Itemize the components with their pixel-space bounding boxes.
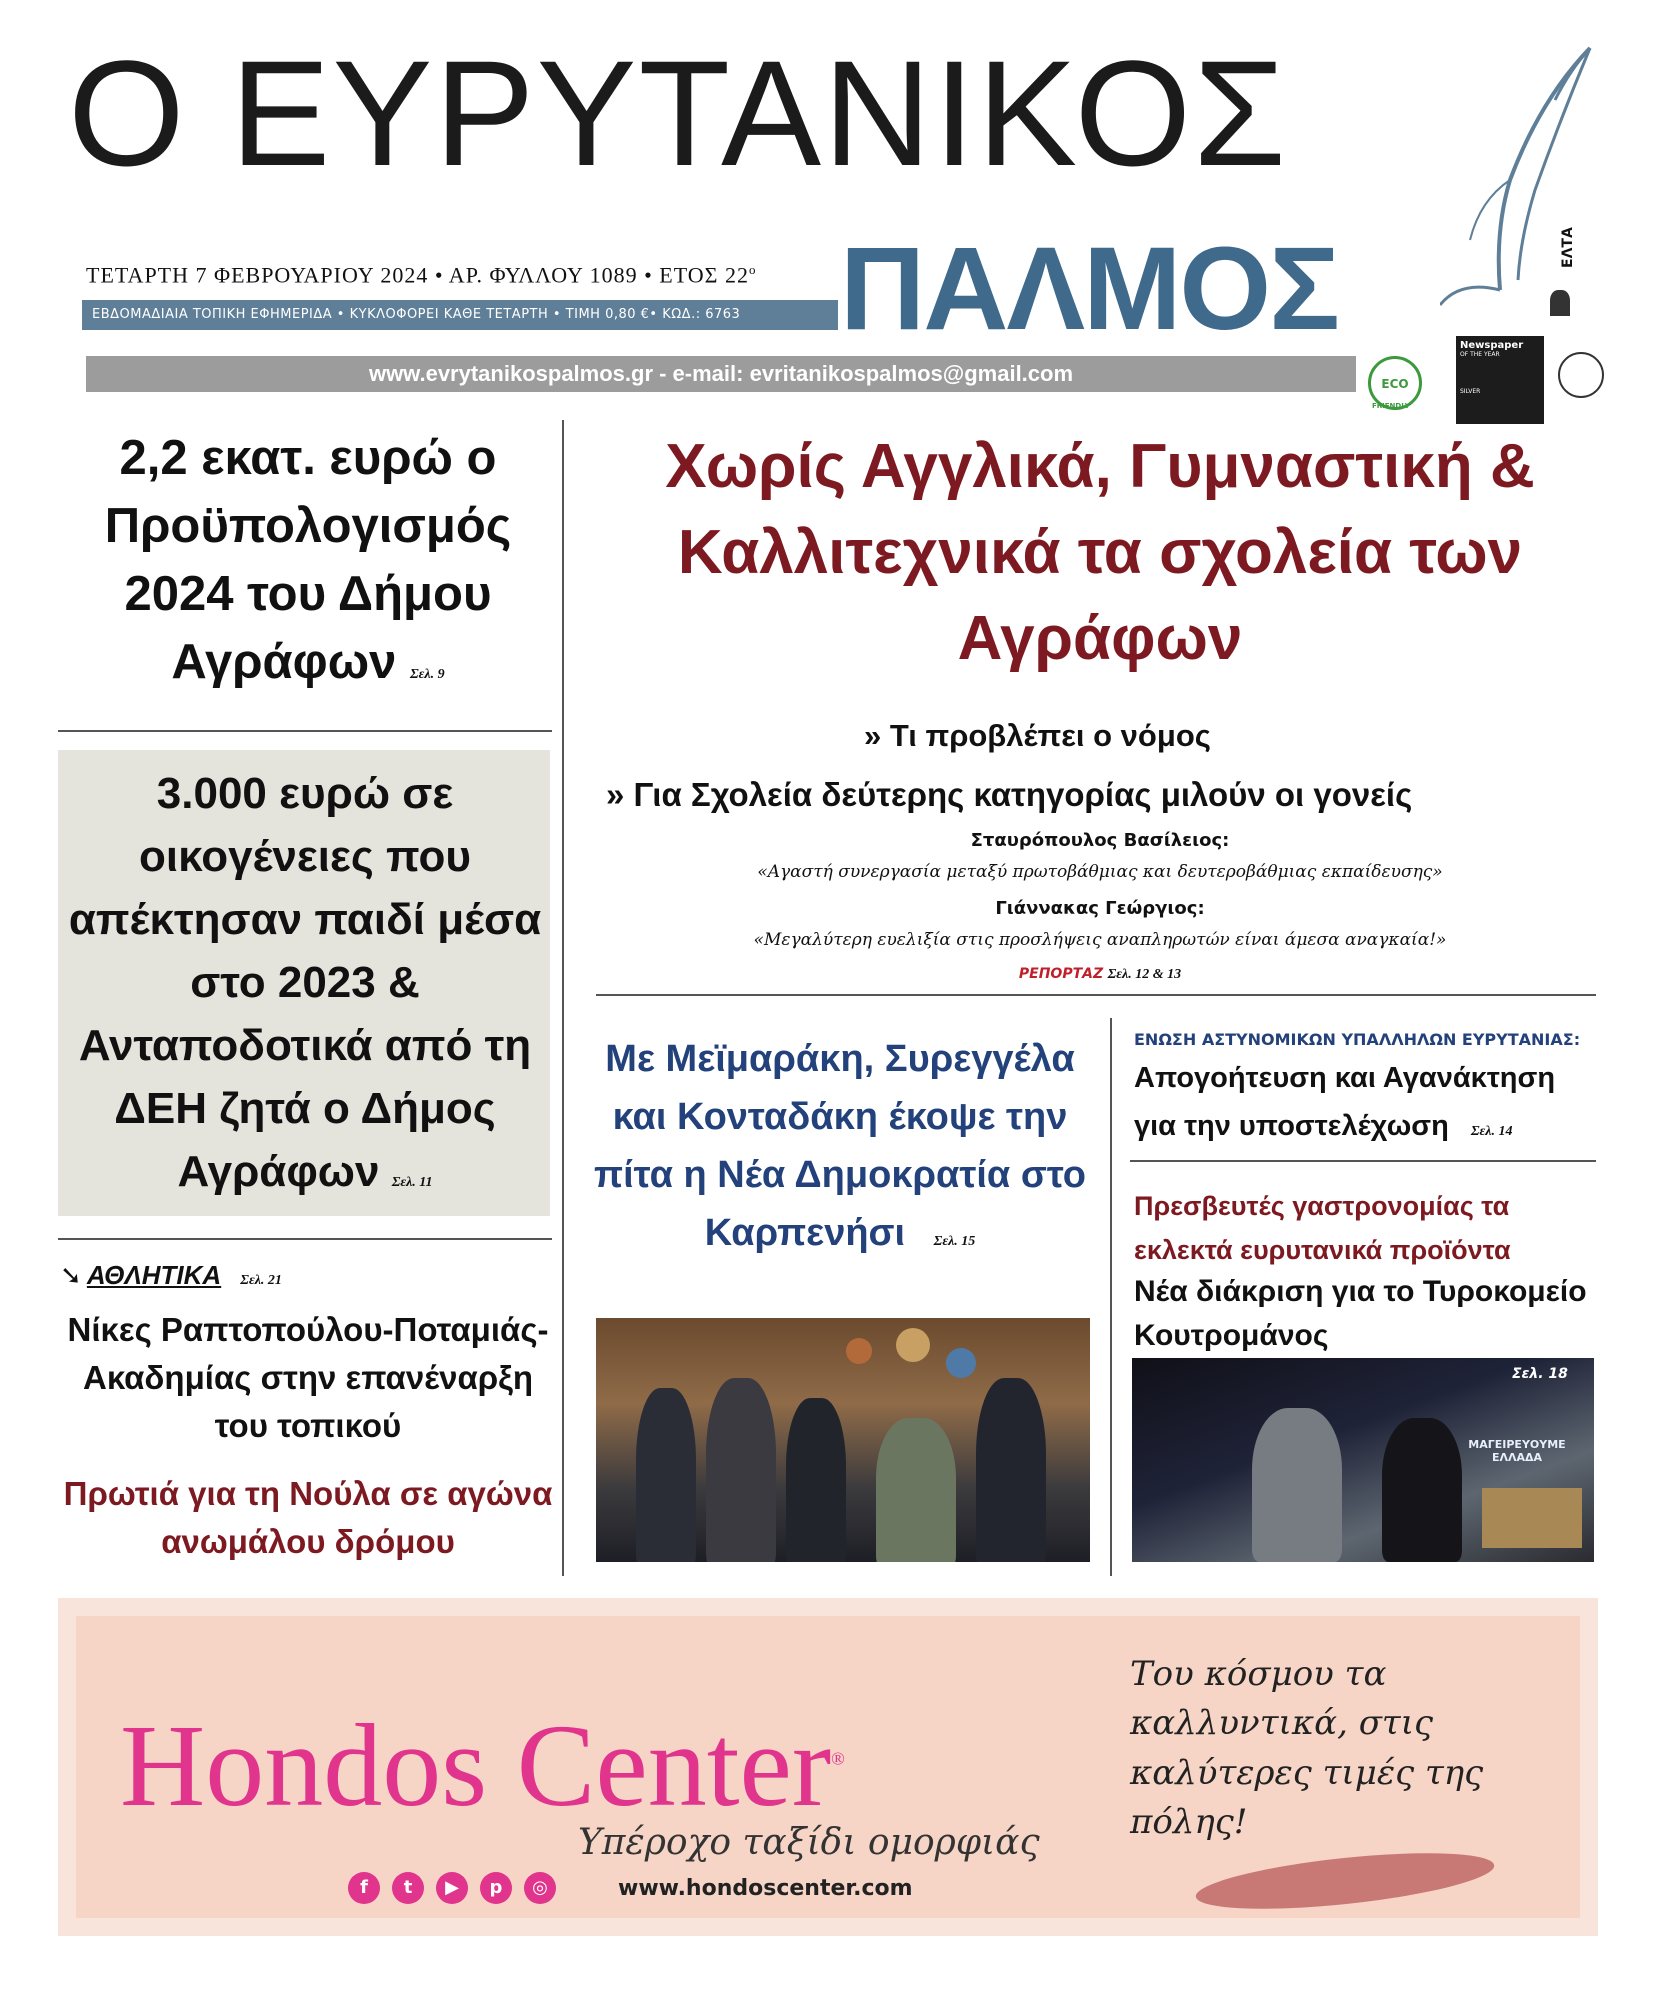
elta-label: ΕΛΤΑ	[1560, 227, 1576, 268]
divider	[58, 730, 552, 732]
sports-headline[interactable]: Νίκες Ραπτοπούλου-Ποταμιάς-Ακαδημίας στην επανέναρξη του τοπικού	[67, 1311, 549, 1444]
social-icons	[348, 1872, 568, 1904]
award-level: SILVER	[1460, 388, 1481, 395]
pita-page-ref: Σελ. 15	[933, 1234, 976, 1249]
pita-cutting-photo	[596, 1318, 1090, 1562]
eco-friendly-label: FRIENDLY	[1372, 402, 1410, 410]
ad-handwritten-slogan: Του κόσμου τα καλλυντικά, στις καλύτερες τιμές της πόλης!	[1130, 1654, 1484, 1842]
sports-page-ref: Σελ. 21	[240, 1273, 282, 1288]
bullet-marker-icon: »	[864, 718, 890, 753]
pita-headline[interactable]: Με Μεϊμαράκη, Συρεγγέλα και Κονταδάκη έκοψε την πίτα η Νέα Δημοκρατία στο Καρπενήσι Σελ. 15	[594, 1038, 1086, 1254]
sports-subheadline[interactable]: Πρωτιά για τη Νούλα σε αγώνα ανωμάλου δρόμου	[63, 1475, 553, 1560]
elta-logo-icon	[1550, 290, 1570, 316]
twitter-icon[interactable]: t	[392, 1872, 424, 1904]
photo-sign: ΜΑΓΕΙΡΕΥΟΥΜΕ ΕΛΛΑΔΑ	[1468, 1438, 1566, 1464]
quote-1-name: Σταυρόπουλος Βασίλειος:	[970, 830, 1230, 851]
youtube-icon[interactable]: ▶	[436, 1872, 468, 1904]
website-email-band[interactable]: www.evrytanikospalmos.gr - e-mail: evritanikospalmos@gmail.com	[86, 356, 1356, 392]
quill-pen-icon	[1440, 40, 1630, 310]
newspaper-of-the-year-badge	[1456, 336, 1544, 424]
gastro-headline[interactable]: Νέα διάκριση για το Τυροκομείο Κουτρομάνος	[1134, 1275, 1587, 1352]
lead-headline[interactable]: Χωρίς Αγγλικά, Γυμναστική & Καλλιτεχνικά τα σχολεία των Αγράφων	[665, 432, 1535, 673]
divider	[1130, 1160, 1596, 1162]
quote-2-text: «Μεγαλύτερη ευελιξία στις προσλήψεις αναπληρωτών είναι άμεσα αναγκαία!»	[753, 930, 1447, 950]
info-band: ΕΒΔΟΜΑΔΙΑΙΑ ΤΟΠΙΚΗ ΕΦΗΜΕΡΙΔΑ • ΚΥΚΛΟΦΟΡΕΙ ΚΑΘΕ ΤΕΤΑΡΤΗ • ΤΙΜΗ 0,80 €• ΚΩΔ.: 6763	[82, 300, 838, 330]
pinterest-icon[interactable]: p	[480, 1872, 512, 1904]
award-title: Newspaper	[1460, 340, 1524, 351]
facebook-icon[interactable]: f	[348, 1872, 380, 1904]
instagram-icon[interactable]: ◎	[524, 1872, 556, 1904]
seal-icon	[1558, 352, 1604, 398]
gastro-kicker[interactable]: Πρεσβευτές γαστρονομίας τα εκλεκτά ευρυτανικά προϊόντα	[1134, 1191, 1511, 1265]
sports-section-label: ΑΘΛΗΤΙΚΑ	[86, 1260, 222, 1290]
police-headline[interactable]: Απογοήτευση και Αγανάκτηση για την υποστελέχωση Σελ. 14	[1134, 1062, 1556, 1142]
reportage-label: ΡΕΠΟΡΤΑΖ	[1018, 966, 1104, 982]
ad-website-link[interactable]: www.hondoscenter.com	[618, 1876, 913, 1901]
cheese-award-photo	[1132, 1358, 1594, 1562]
sports-section-header	[60, 1260, 282, 1291]
lead-page-ref: Σελ. 12 & 13	[1107, 967, 1182, 982]
lead-bullet-2: » Για Σχολεία δεύτερης κατηγορίας μιλούν οι γονείς	[606, 776, 1413, 813]
column-divider	[1110, 1018, 1112, 1576]
lead-bullet-1: » Τι προβλέπει ο νόμος	[864, 718, 1211, 753]
masthead-title: Ο ΕΥΡΥΤΑΝΙΚΟΣ	[68, 29, 1288, 197]
eco-friendly-badge: ECO	[1368, 356, 1422, 410]
reportage-line	[580, 966, 1620, 983]
budget-headline[interactable]: 2,2 εκατ. ευρώ ο Προϋπολογισμός 2024 του Δήμου Αγράφων Σελ. 9	[104, 431, 512, 689]
column-divider	[562, 420, 564, 1576]
masthead-subtitle: ΠΑΛΜΟΣ	[840, 223, 1339, 355]
divider	[58, 1238, 552, 1240]
quote-2-name: Γιάννακας Γεώργιος:	[995, 898, 1205, 919]
budget-page-ref: Σελ. 9	[409, 667, 445, 682]
police-kicker: ΕΝΩΣΗ ΑΣΤΥΝΟΜΙΚΩΝ ΥΠΑΛΛΗΛΩΝ ΕΥΡΥΤΑΝΙΑΣ:	[1134, 1030, 1581, 1049]
arrow-icon: ➘	[60, 1261, 82, 1291]
quote-1-text: «Αγαστή συνεργασία μεταξύ πρωτοβάθμιας και δευτεροβάθμιας εκπαίδευσης»	[757, 862, 1443, 882]
issue-line: ΤΕΤΑΡΤΗ 7 ΦΕΒΡΟΥΑΡΙΟΥ 2024 • ΑΡ. ΦΥΛΛΟΥ 1089 • ΕΤΟΣ $22^o$	[86, 262, 757, 288]
gastro-page-ref: Σελ. 18	[1512, 1366, 1568, 1382]
bullet-marker-icon: »	[606, 776, 634, 813]
divider	[596, 994, 1596, 996]
ad-tagline: Υπέροχο ταξίδι ομορφιάς	[578, 1822, 1040, 1863]
families-page-ref: Σελ. 11	[391, 1175, 433, 1190]
police-page-ref: Σελ. 14	[1470, 1124, 1513, 1139]
award-subtitle: OF THE YEAR	[1460, 351, 1500, 358]
families-headline[interactable]: 3.000 ευρώ σε οικογένειες που απέκτησαν παιδί μέσα στο 2023 & Ανταποδοτικά από τη ΔΕΗ ζητά ο Δήμος Αγράφων Σελ. 11	[68, 769, 542, 1196]
ad-brand: Hondos Center®	[120, 1700, 845, 1831]
